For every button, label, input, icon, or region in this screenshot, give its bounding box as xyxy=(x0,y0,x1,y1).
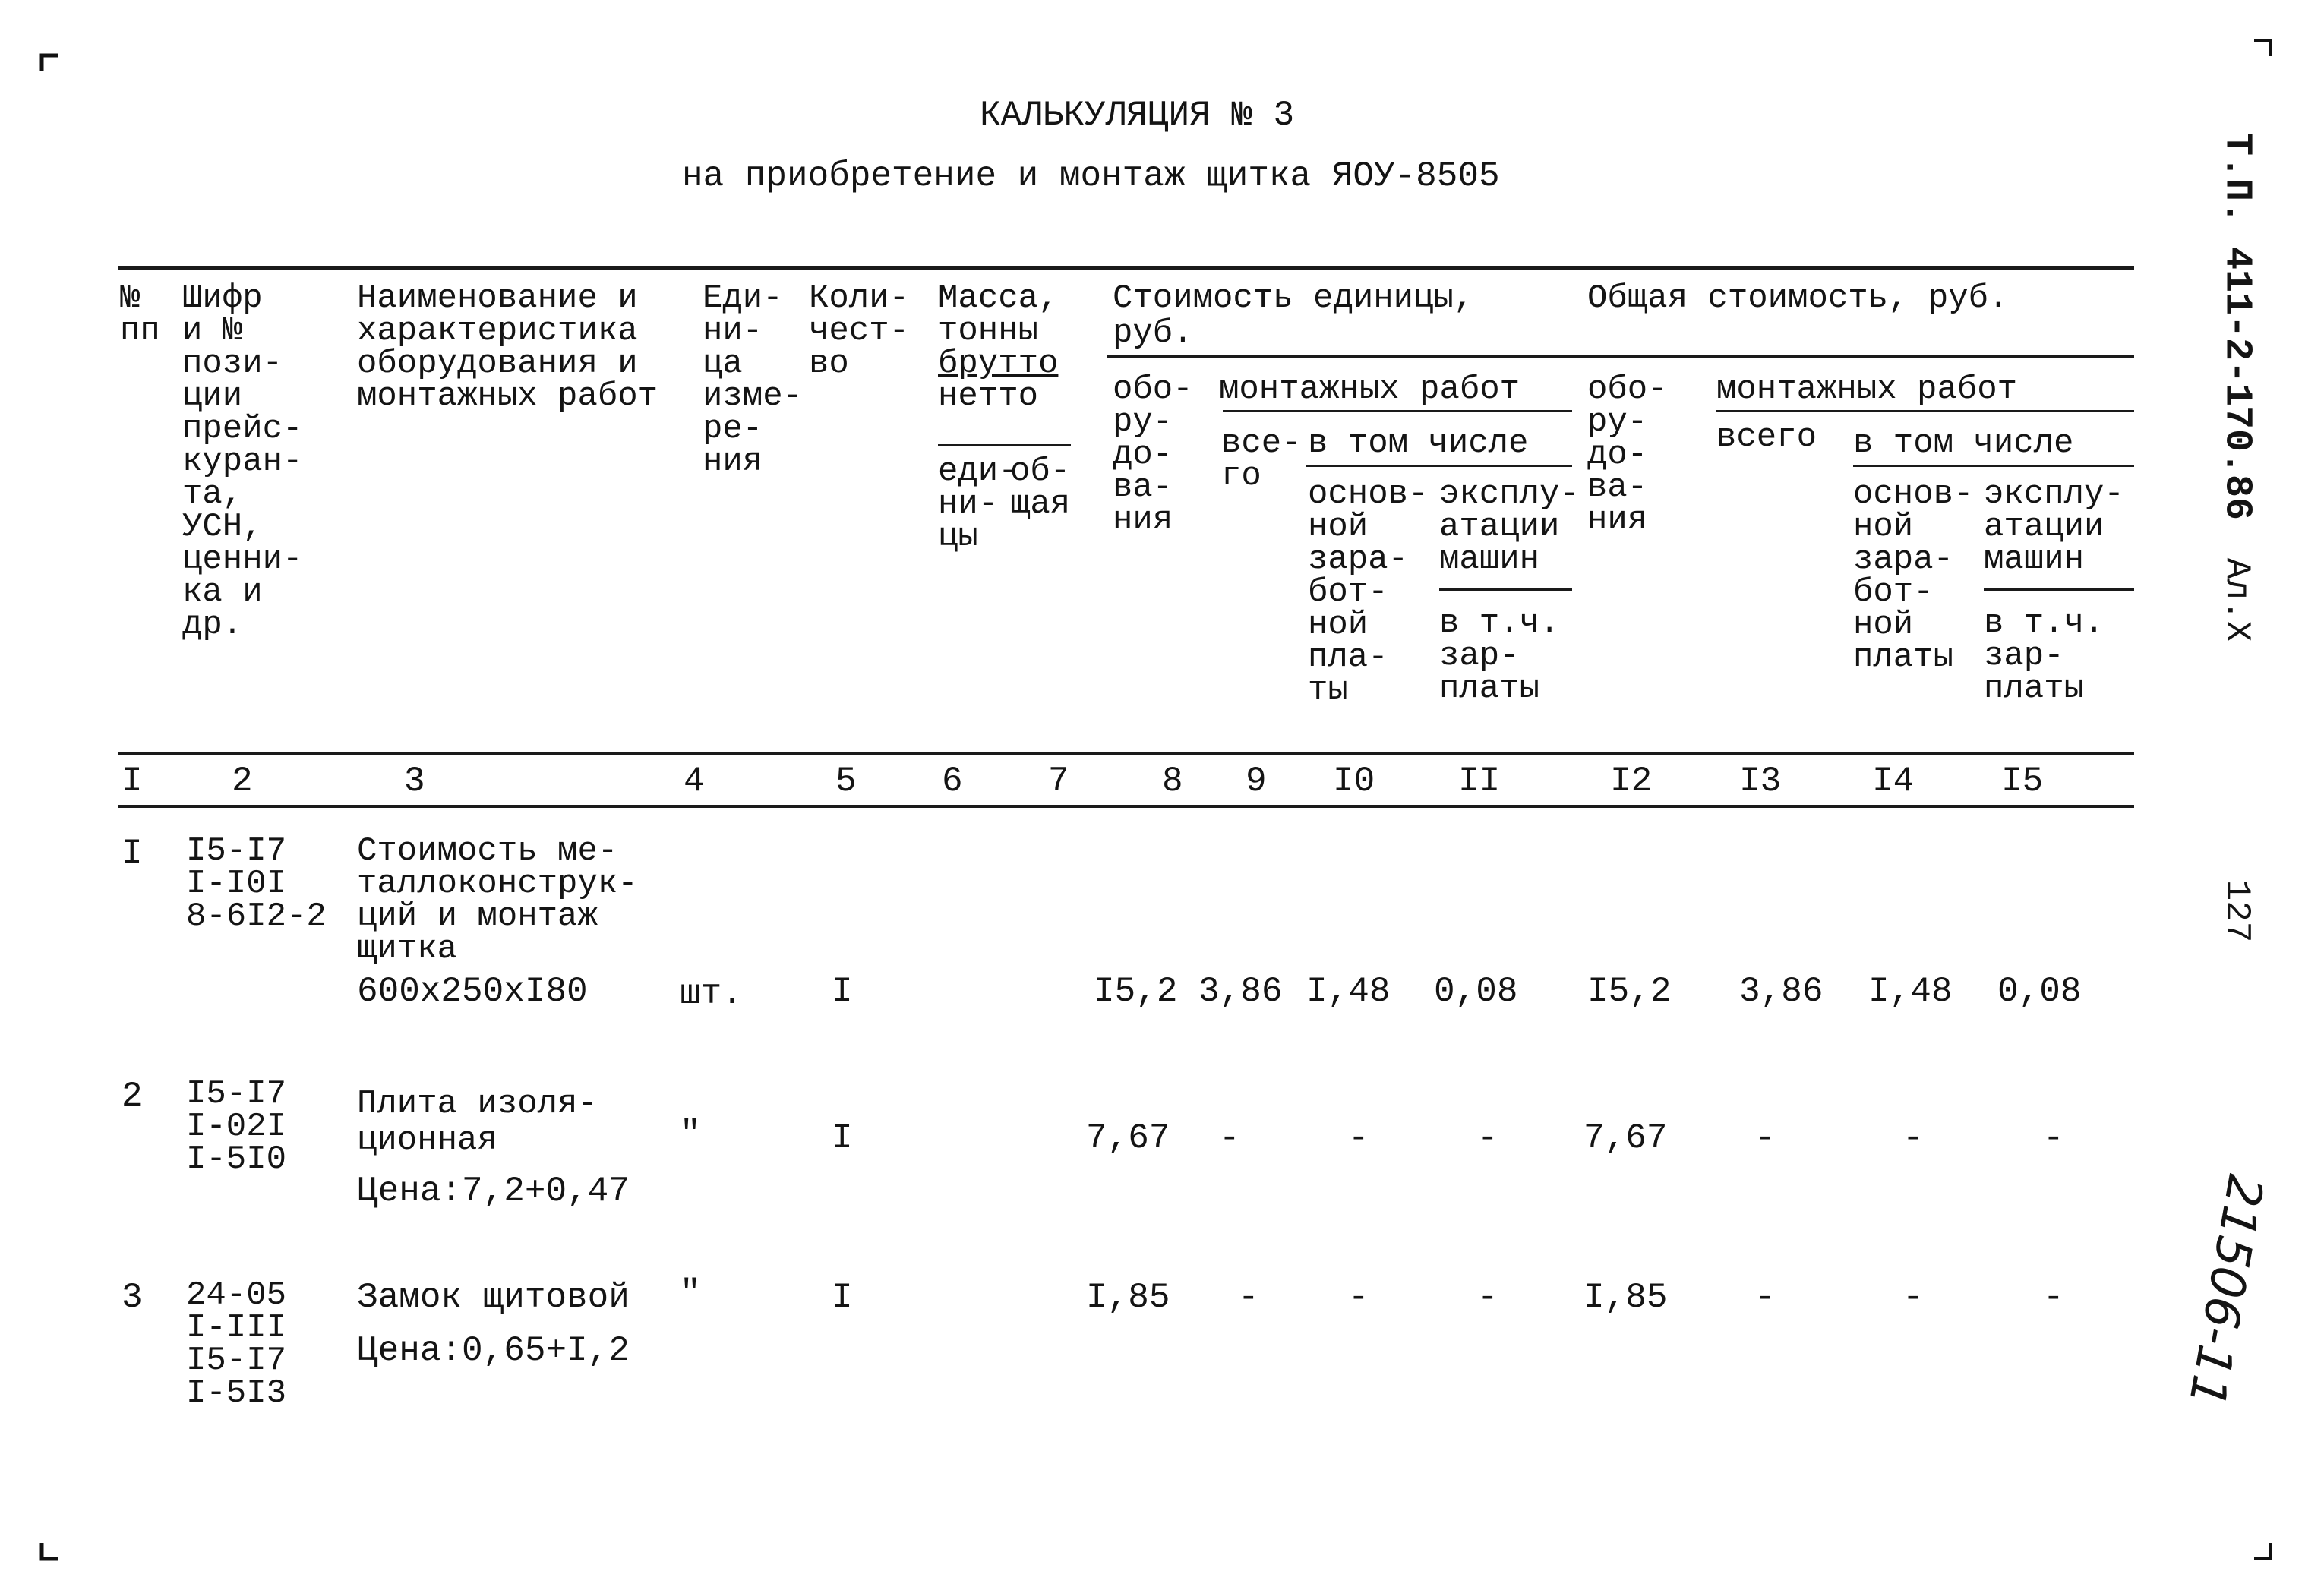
header-exploit: эксплу- атации машин xyxy=(1439,475,1580,579)
row-c11: 0,08 xyxy=(1434,972,1518,1011)
row-c13: - xyxy=(1754,1278,1776,1317)
stamp-number: 21506-11 xyxy=(2177,1170,2274,1411)
row-num: 2 xyxy=(122,1077,143,1116)
document-title: КАЛЬКУЛЯЦИЯ № 3 xyxy=(980,96,1295,135)
overall-rule xyxy=(1595,355,2134,358)
row-c8: 7,67 xyxy=(1086,1118,1170,1158)
colnum-rule xyxy=(118,805,2134,808)
header-incl-wage2: в т.ч. зар- платы xyxy=(1984,604,2105,708)
header-basic2: основ- ной зара- бот- ной платы xyxy=(1853,475,1974,677)
incl-rule xyxy=(1306,465,1572,467)
col-number: 7 xyxy=(1048,762,1069,801)
exploit2-rule xyxy=(1984,588,2134,591)
row-code: I5-I7 I-I0I 8-6I2-2 xyxy=(186,832,327,935)
document-subtitle: на приобретение и монтаж щитка ЯОУ-8505 xyxy=(682,156,1500,196)
row-c9: 3,86 xyxy=(1198,972,1283,1011)
exploit-rule xyxy=(1439,588,1572,591)
row-c9: - xyxy=(1238,1278,1259,1317)
page-number: 127 xyxy=(2217,879,2256,943)
col-number: I xyxy=(122,762,143,801)
row-num: 3 xyxy=(122,1278,143,1317)
row-qty: I xyxy=(832,1278,853,1317)
header-qty: Коли- чест- во xyxy=(809,279,910,383)
row-dims: 600х250хI80 xyxy=(357,972,588,1011)
row-qty: I xyxy=(832,1118,853,1158)
incl2-rule xyxy=(1853,465,2134,467)
mass-rule xyxy=(938,444,1071,446)
header-mass-net: нетто xyxy=(938,377,1039,415)
row-c13: - xyxy=(1754,1118,1776,1158)
row-c9: - xyxy=(1219,1118,1240,1158)
table-top-rule xyxy=(118,266,2134,270)
row-c15: - xyxy=(2043,1278,2064,1317)
row-c11: - xyxy=(1477,1118,1498,1158)
row-unit: " xyxy=(680,1274,701,1314)
corner-mark-bottom-right xyxy=(2253,1541,2272,1561)
unit-cost-rule xyxy=(1107,355,1595,358)
row-c13: 3,86 xyxy=(1739,972,1824,1011)
col-number: 3 xyxy=(404,762,425,801)
header-incl2: в том числе xyxy=(1853,424,2074,462)
header-code: Шифр и № пози- ции прейс- куран- та, УСН, ценни- ка и др. xyxy=(182,279,303,644)
header-incl: в том числе xyxy=(1308,424,1529,462)
row-c8: I,85 xyxy=(1086,1278,1170,1317)
col-number: 6 xyxy=(942,762,963,801)
row-c14: I,48 xyxy=(1868,972,1953,1011)
header-mount: монтажных работ xyxy=(1219,371,1520,408)
row-c10: - xyxy=(1348,1278,1369,1317)
header-equip: обо- ру- до- ва- ния xyxy=(1113,371,1193,539)
header-incl-wage: в т.ч. зар- платы xyxy=(1439,604,1560,708)
col-number: I4 xyxy=(1872,762,1915,801)
row-c10: - xyxy=(1348,1118,1369,1158)
album-label: Ал.Х xyxy=(2217,557,2256,642)
header-mass: Масса, тонны xyxy=(938,279,1059,350)
row-price: Цена:7,2+0,47 xyxy=(357,1172,630,1211)
row-name: Плита изоля- ционная xyxy=(357,1085,598,1159)
header-unit-cost-rub: руб. xyxy=(1113,314,1193,352)
row-price: Цена:0,65+I,2 xyxy=(357,1331,630,1370)
header-equip2: обо- ру- до- ва- ния xyxy=(1587,371,1668,539)
row-c10: I,48 xyxy=(1306,972,1391,1011)
col-number: 9 xyxy=(1246,762,1267,801)
row-c14: - xyxy=(1902,1278,1924,1317)
col-number: 8 xyxy=(1162,762,1183,801)
header-total: все- го xyxy=(1221,424,1302,495)
col-number: I5 xyxy=(2001,762,2044,801)
row-qty: I xyxy=(832,972,853,1011)
header-mount2: монтажных работ xyxy=(1716,371,2018,408)
col-number: I0 xyxy=(1333,762,1375,801)
col-number: I3 xyxy=(1739,762,1782,801)
row-c12: I5,2 xyxy=(1587,972,1672,1011)
header-mass-total: об- щая xyxy=(1010,453,1071,523)
header-basic: основ- ной зара- бот- ной пла- ты xyxy=(1308,475,1429,709)
header-mass-unit: еди- ни- цы xyxy=(938,453,1018,556)
row-c12: 7,67 xyxy=(1584,1118,1668,1158)
col-number: 5 xyxy=(835,762,857,801)
header-mass-gross: брутто xyxy=(938,345,1059,383)
row-c8: I5,2 xyxy=(1094,972,1178,1011)
header-overall: Общая стоимость, руб. xyxy=(1587,279,2009,317)
row-name: Стоимость ме- таллоконструк- ций и монтаж щитка xyxy=(357,832,638,968)
col-number: 2 xyxy=(232,762,253,801)
header-unit: Еди- ни- ца изме- ре- ния xyxy=(703,279,804,481)
row-c14: - xyxy=(1902,1118,1924,1158)
header-bottom-rule xyxy=(118,752,2134,755)
header-unit-cost: Стоимость единицы, xyxy=(1113,279,1474,317)
corner-mark-bottom-left xyxy=(39,1541,59,1561)
corner-mark-top-right xyxy=(2253,38,2272,58)
row-c12: I,85 xyxy=(1584,1278,1668,1317)
row-code: 24-05 I-III I5-I7 I-5I3 xyxy=(186,1276,287,1412)
header-num: № пп xyxy=(120,279,160,350)
row-unit: " xyxy=(680,1115,701,1154)
row-c15: - xyxy=(2043,1118,2064,1158)
doc-reference: Т.П. 411-2-170.86 xyxy=(2215,132,2259,521)
col-number: 4 xyxy=(684,762,705,801)
row-num: I xyxy=(122,834,143,873)
mount-rule xyxy=(1223,410,1572,412)
col-number: I2 xyxy=(1610,762,1653,801)
header-name: Наименование и характеристика оборудования и монтажных работ xyxy=(357,279,658,415)
row-code: I5-I7 I-02I I-5I0 xyxy=(186,1075,287,1178)
row-c11: - xyxy=(1477,1278,1498,1317)
header-exploit2: эксплу- атации машин xyxy=(1984,475,2124,579)
row-unit: шт. xyxy=(680,974,743,1014)
row-name: Замок щитовой xyxy=(357,1278,630,1317)
header-total2: всего xyxy=(1716,418,1817,456)
row-c15: 0,08 xyxy=(1997,972,2082,1011)
corner-mark-top-left xyxy=(39,53,59,73)
col-number: II xyxy=(1458,762,1501,801)
mount2-rule xyxy=(1716,410,2134,412)
